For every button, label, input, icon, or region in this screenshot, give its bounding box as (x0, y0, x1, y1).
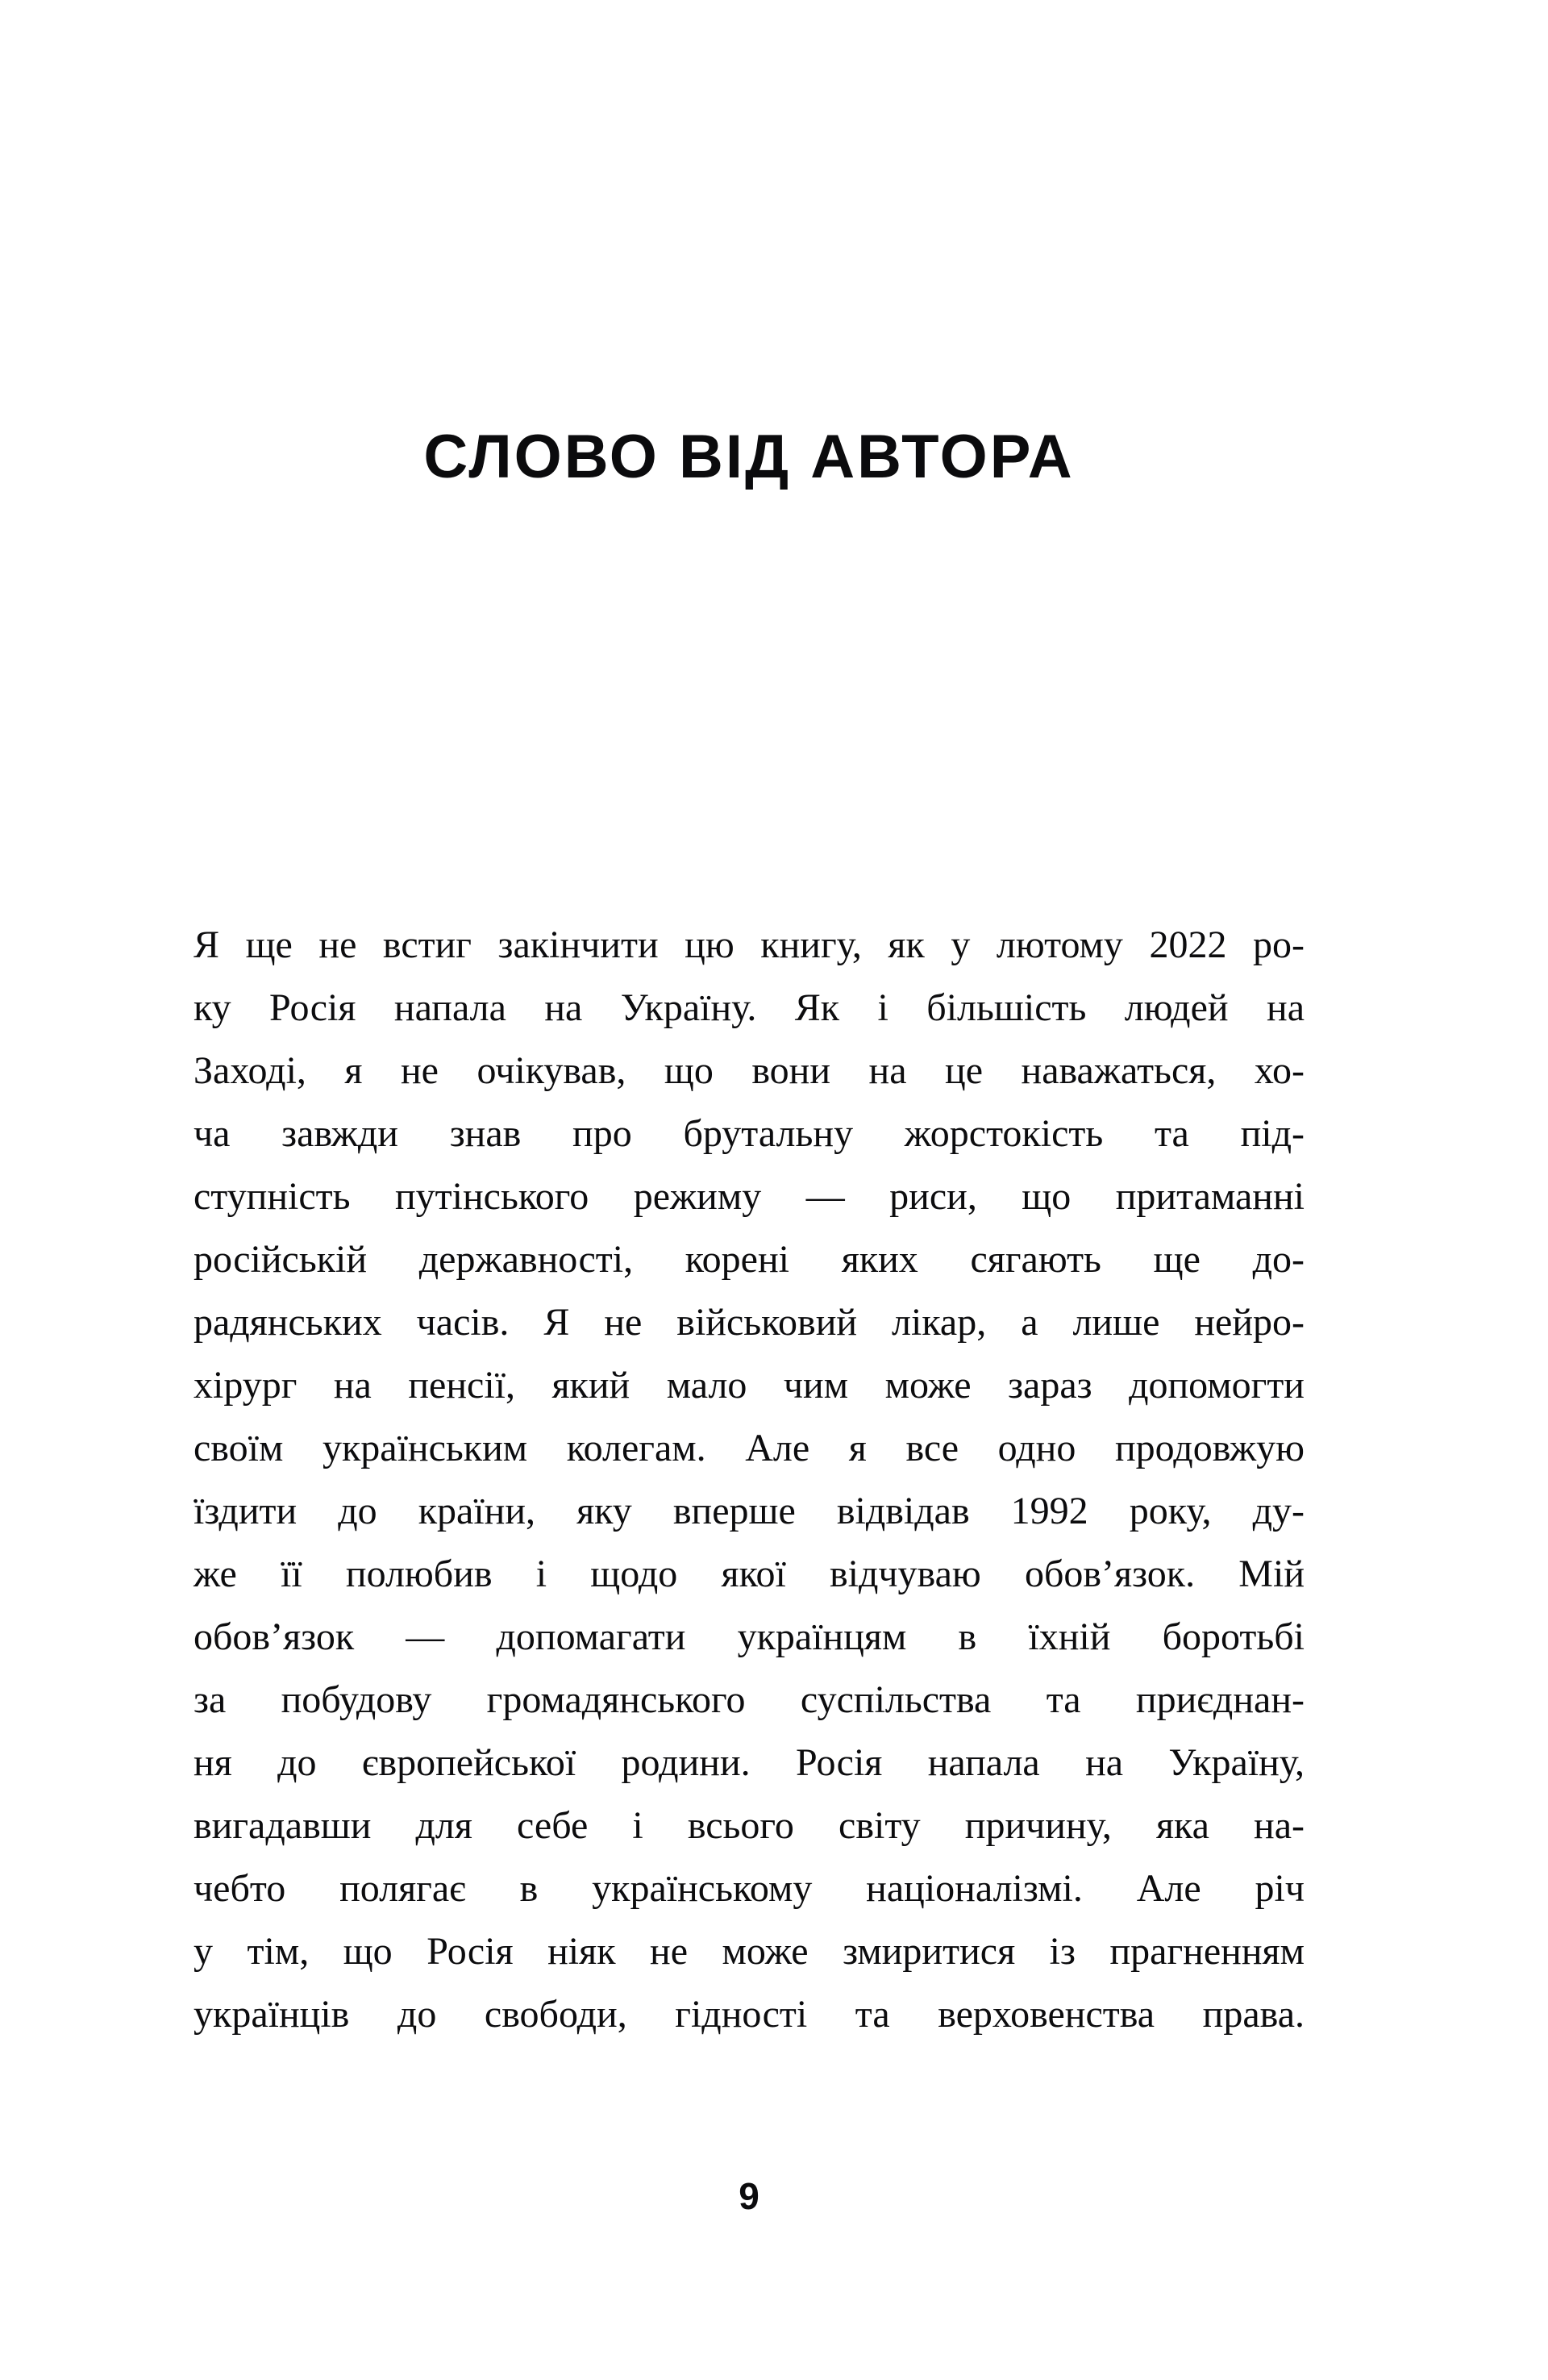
paragraph-line: їздити до країни, яку вперше відвідав 1992 року, ду- (194, 1490, 1305, 1532)
paragraph-line: обов’язок — допомагати українцям в їхній боротьбі (194, 1615, 1305, 1658)
chapter-title: СЛОВО ВІД АВТОРА (423, 423, 1075, 491)
paragraph-line: вигадавши для себе і всього світу причину, яка на- (194, 1804, 1305, 1847)
paragraph-line: за побудову громадянського суспільства та приєднан- (194, 1678, 1305, 1721)
paragraph-line: ступність путінського режиму — риси, що притаманні (194, 1175, 1305, 1218)
page-number: 9 (739, 2175, 759, 2217)
paragraph-line: ня до європейської родини. Росія напала на Україну, (194, 1741, 1305, 1784)
paragraph-line: російській державності, корені яких сягають ще до- (194, 1238, 1305, 1281)
paragraph-line: же її полюбив і щодо якої відчуваю обов’язок. Мій (194, 1553, 1305, 1595)
paragraph-line: Заході, я не очікував, що вони на це наважаться, хо- (194, 1049, 1305, 1092)
paragraph-line: ча завжди знав про брутальну жорстокість та під- (194, 1112, 1305, 1155)
paragraph-line: чебто полягає в українському націоналізмі. Але річ (194, 1867, 1305, 1910)
paragraph-line: Я ще не встиг закінчити цю книгу, як у лютому 2022 ро- (194, 923, 1305, 966)
author-foreword-paragraph (194, 914, 1305, 2046)
paragraph-line: у тім, що Росія ніяк не може змиритися із прагненням (194, 1930, 1305, 1973)
paragraph-line: своїм українським колегам. Але я все одно продовжую (194, 1427, 1305, 1469)
paragraph-line: ку Росія напала на Україну. Як і більшість людей на (194, 986, 1305, 1029)
paragraph-line: українців до свободи, гідності та верховенства права. (194, 1993, 1305, 2036)
paragraph-line: хірург на пенсії, який мало чим може зараз допомогти (194, 1364, 1305, 1407)
paragraph-line: радянських часів. Я не військовий лікар, а лише нейро- (194, 1301, 1305, 1344)
